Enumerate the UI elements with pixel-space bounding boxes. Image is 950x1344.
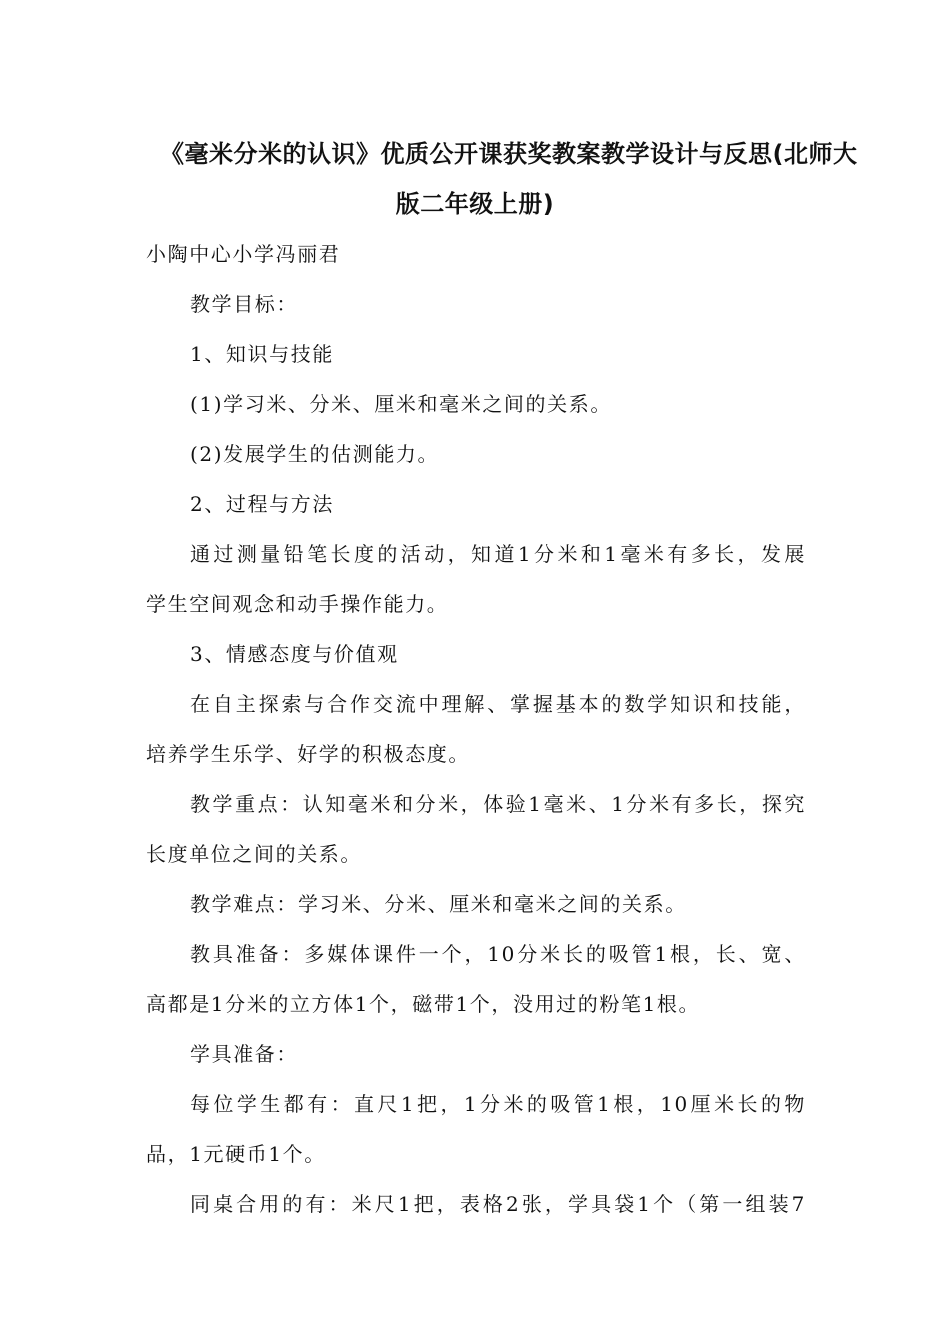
document-title-line-1: 《毫米分米的认识》优质公开课获奖教案教学设计与反思(北师大 [160,140,858,168]
paragraph-line: 品，1元硬币1个。 [146,1142,326,1166]
subheading-knowledge-skills: 1、知识与技能 [190,342,334,366]
paragraph-line: 教学难点：学习米、分米、厘米和毫米之间的关系。 [190,892,687,916]
subheading-process-method: 2、过程与方法 [190,492,334,516]
section-heading-student-materials: 学具准备： [190,1042,298,1066]
paragraph-line: 同桌合用的有：米尺1把，表格2张，学具袋1个（第一组装7 [190,1192,806,1216]
paragraph-line: 高都是1分米的立方体1个，磁带1个，没用过的粉笔1根。 [146,992,701,1016]
paragraph-line: 教具准备：多媒体课件一个，10分米长的吸管1根，长、宽、 [190,942,806,966]
paragraph-line: 培养学生乐学、好学的积极态度。 [146,742,470,766]
paragraph-line: 长度单位之间的关系。 [146,842,362,866]
paragraph-line: 在自主探索与合作交流中理解、掌握基本的数学知识和技能， [190,692,806,716]
subheading-attitude-values: 3、情感态度与价值观 [190,642,399,666]
paragraph-line: (2)发展学生的估测能力。 [190,442,440,466]
section-heading-objectives: 教学目标： [190,292,298,316]
paragraph-line: 每位学生都有：直尺1把，1分米的吸管1根，10厘米长的物 [190,1092,806,1116]
paragraph-line: 通过测量铅笔长度的活动，知道1分米和1毫米有多长，发展 [190,542,806,566]
paragraph-line: (1)学习米、分米、厘米和毫米之间的关系。 [190,392,612,416]
author-line: 小陶中心小学冯丽君 [146,242,341,266]
document-title-line-2: 版二年级上册) [395,190,555,218]
paragraph-line: 学生空间观念和动手操作能力。 [146,592,449,616]
paragraph-line: 教学重点：认知毫米和分米，体验1毫米、1分米有多长，探究 [190,792,806,816]
